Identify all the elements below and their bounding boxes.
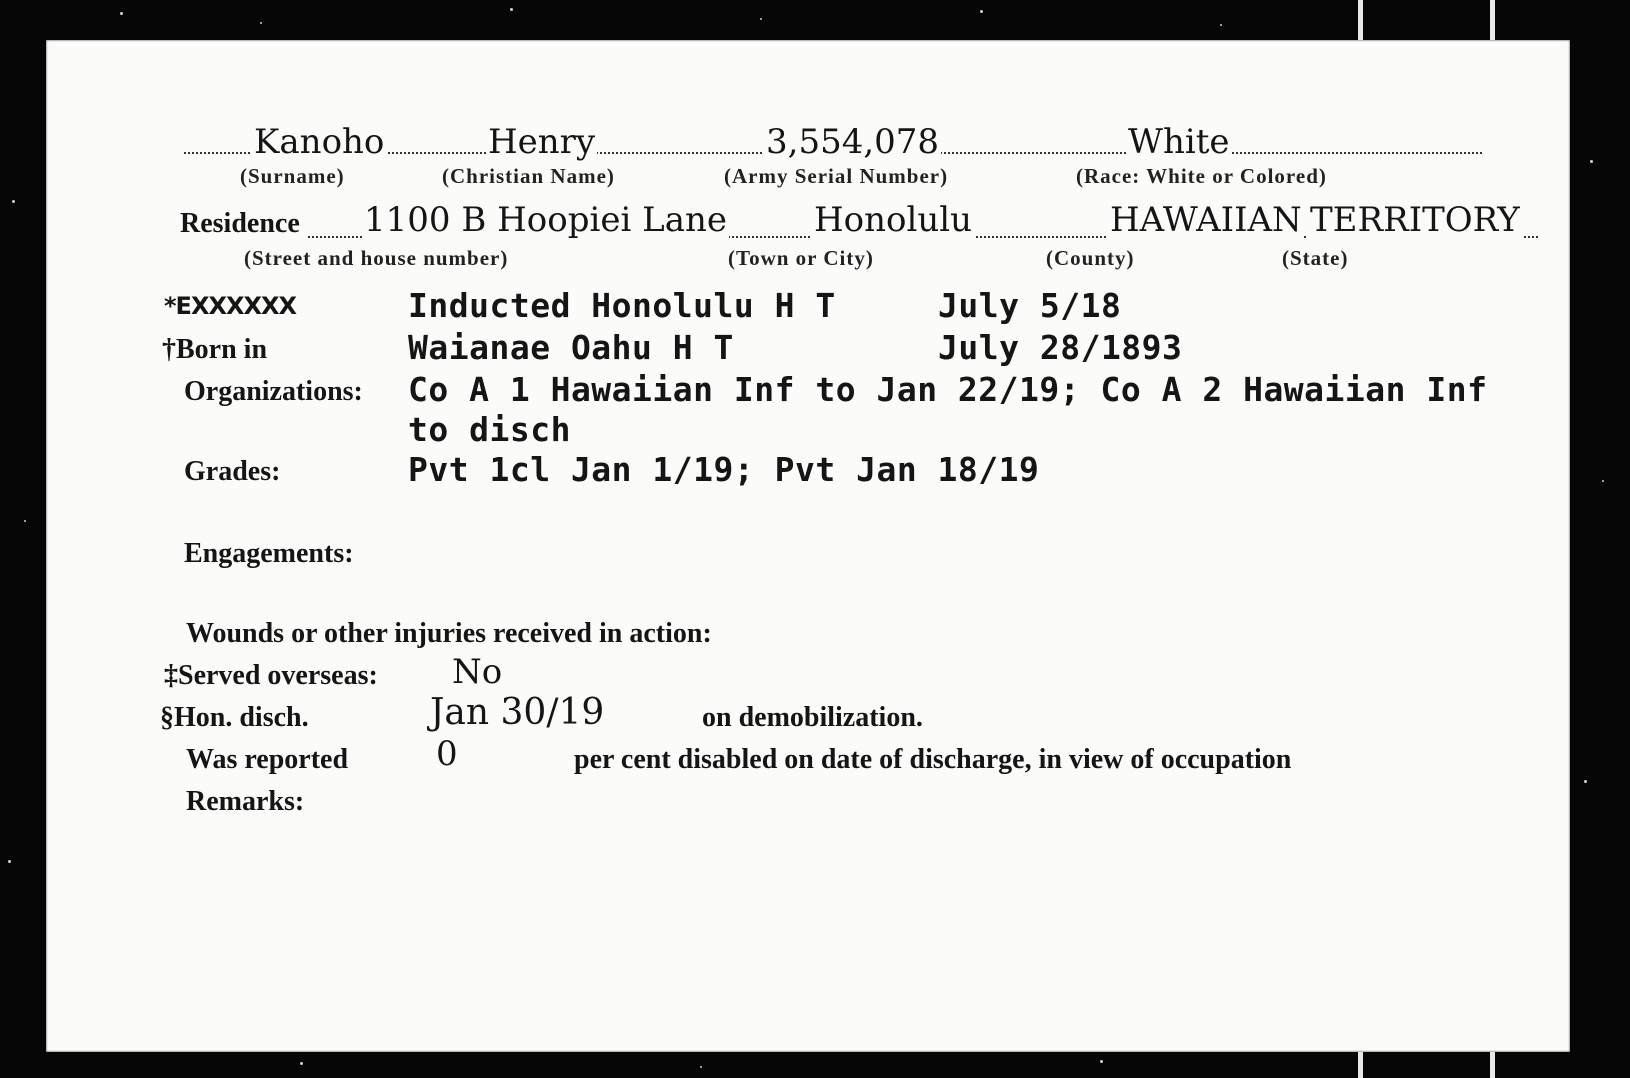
born-label: †Born in [162,334,268,365]
born-date: July 28/1893 [938,328,1183,367]
caption-surname: (Surname) [240,164,345,188]
discharge-value: Jan 30/19 [430,692,605,733]
organizations-line-2: to disch [408,410,571,449]
grades-value: Pvt 1cl Jan 1/19; Pvt Jan 18/19 [408,450,1040,489]
enlisted-date: July 5/18 [938,286,1122,325]
wounds-label: Wounds or other injuries received in action: [186,618,712,649]
residence-county: HAWAIIAN [1110,200,1302,240]
caption-race: (Race: White or Colored) [1076,164,1327,188]
reported-value: 0 [436,734,458,774]
overseas-value: No [452,652,503,692]
caption-state: (State) [1282,246,1349,270]
service-record-card [46,40,1570,1052]
serial-number-value: 3,554,078 [766,122,940,162]
discharge-label: §Hon. disch. [160,702,309,733]
reported-suffix: per cent disabled on date of discharge, in view of occupation [574,744,1292,775]
discharge-suffix: on demobilization. [702,702,923,733]
race-value: White [1128,122,1230,162]
overseas-label: ‡Served overseas: [164,660,378,691]
caption-town: (Town or City) [728,246,874,270]
caption-county: (County) [1046,246,1135,270]
born-place: Waianae Oahu H T [408,328,734,367]
residence-town: Honolulu [814,200,973,240]
surname-value: Kanoho [254,122,385,162]
caption-street: (Street and house number) [244,246,509,270]
enlisted-label: *EXXXXXX [164,292,296,320]
enlisted-place: Inducted Honolulu H T [408,286,836,325]
residence-label: Residence [180,208,300,239]
christian-name-value: Henry [488,122,596,162]
engagements-label: Engagements: [184,538,354,569]
residence-street: 1100 B Hoopiei Lane [364,200,728,240]
remarks-label: Remarks: [186,786,305,817]
grades-label: Grades: [184,456,281,487]
organizations-label: Organizations: [184,376,363,407]
organizations-line-1: Co A 1 Hawaiian Inf to Jan 22/19; Co A 2 Hawaiian Inf [408,370,1488,409]
residence-state: TERRITORY [1310,200,1520,240]
caption-serial-number: (Army Serial Number) [724,164,949,188]
reported-label: Was reported [186,744,349,775]
caption-christian-name: (Christian Name) [442,164,615,188]
